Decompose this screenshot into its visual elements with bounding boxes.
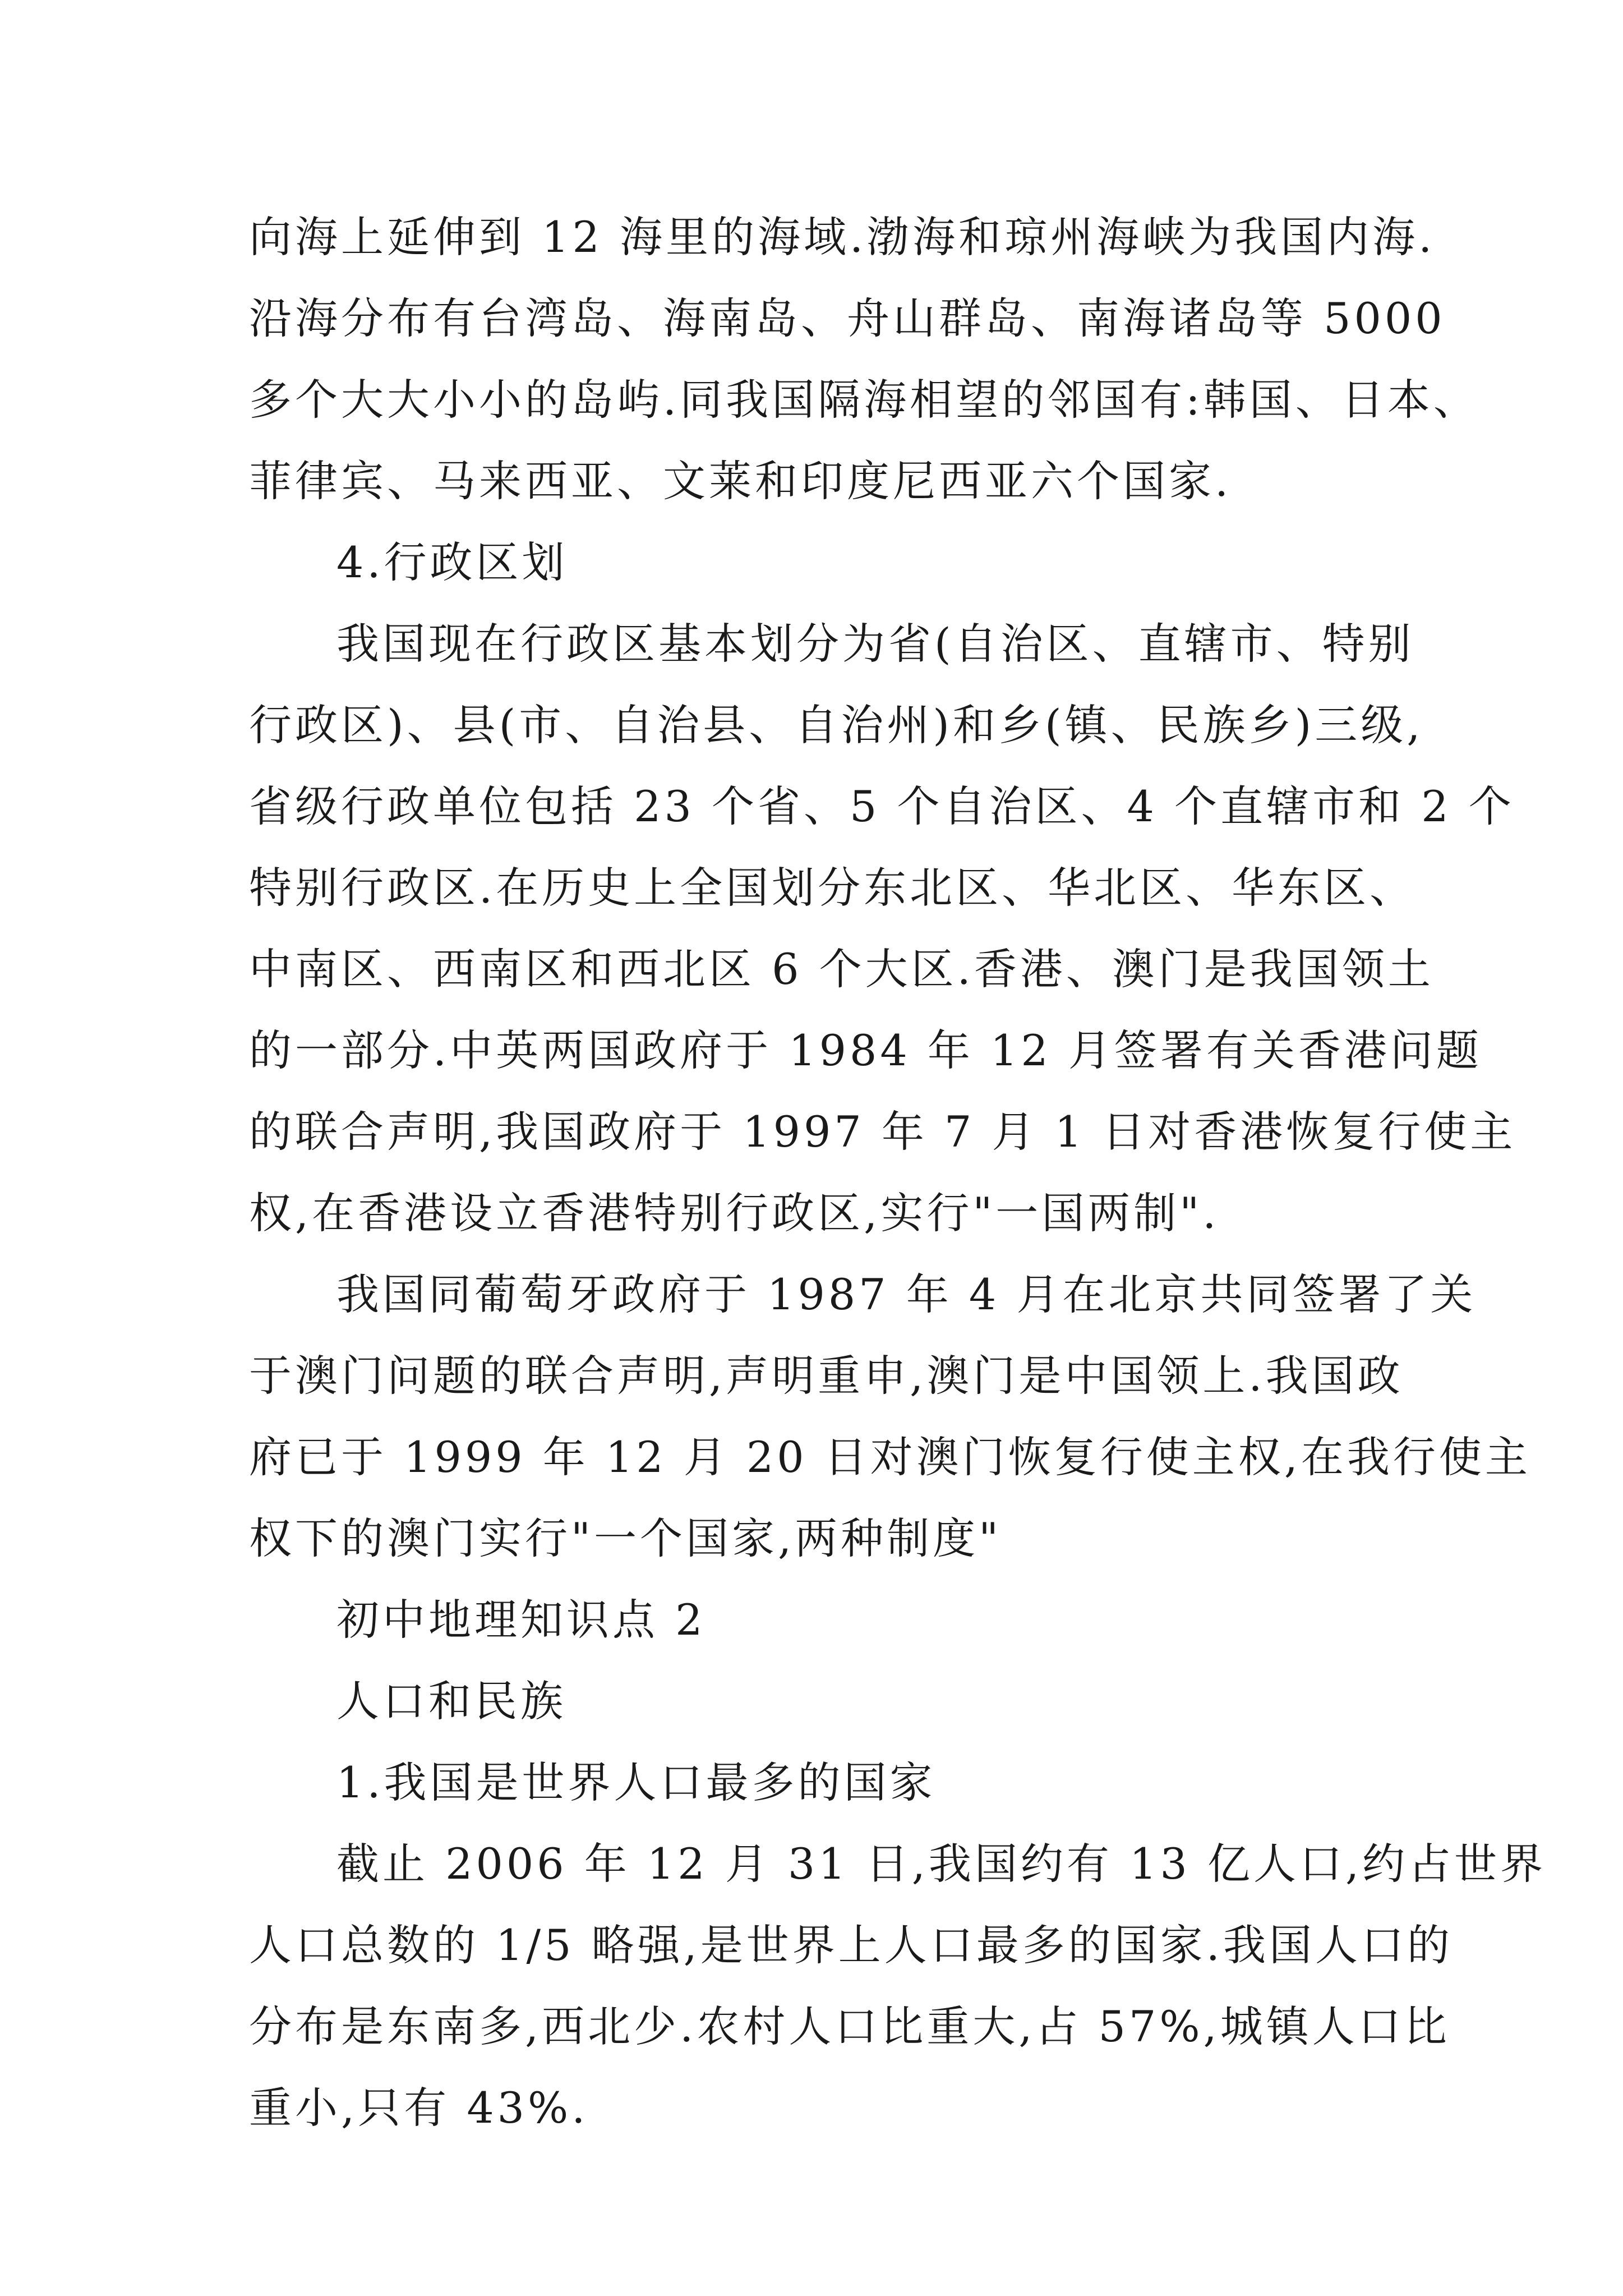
text-line: 我国同葡萄牙政府于 1987 年 4 月在北京共同签署了关 (336, 1269, 1477, 1319)
section-heading-knowledge-point-2: 初中地理知识点 2 (336, 1595, 706, 1645)
text-line: 多个大大小小的岛屿.同我国隔海相望的邻国有:韩国、日本、 (249, 375, 1479, 425)
text-line: 特别行政区.在历史上全国划分东北区、华北区、华东区、 (249, 863, 1416, 913)
section-heading-administrative-divisions: 4.行政区划 (336, 537, 568, 587)
text-line: 菲律宾、马来西亚、文莱和印度尼西亚六个国家. (249, 456, 1232, 506)
text-line: 我国现在行政区基本划分为省(自治区、直辖市、特别 (336, 619, 1414, 669)
section-heading-population-and-ethnicity: 人口和民族 (336, 1676, 566, 1726)
section-heading-largest-population: 1.我国是世界人口最多的国家 (336, 1757, 936, 1807)
text-line: 权下的澳门实行"一个国家,两种制度" (249, 1513, 1002, 1563)
paragraph-macau (249, 1254, 1531, 1579)
document-body (249, 196, 1547, 2148)
text-line: 沿海分布有台湾岛、海南岛、舟山群岛、南海诸岛等 5000 (249, 293, 1446, 343)
text-line: 省级行政单位包括 23 个省、5 个自治区、4 个直辖市和 2 个 (249, 781, 1515, 831)
text-line: 权,在香港设立香港特别行政区,实行"一国两制". (249, 1188, 1220, 1238)
paragraph-population (249, 1823, 1547, 2148)
text-line: 重小,只有 43%. (249, 2083, 589, 2133)
text-line: 的联合声明,我国政府于 1997 年 7 月 1 日对香港恢复行使主 (249, 1107, 1516, 1157)
paragraph-territorial-sea (249, 196, 1479, 522)
text-line: 于澳门问题的联合声明,声明重申,澳门是中国领上.我国政 (249, 1351, 1404, 1401)
text-line: 分布是东南多,西北少.农村人口比重大,占 57%,城镇人口比 (249, 2001, 1450, 2051)
paragraph-administrative-divisions (249, 603, 1516, 1254)
text-line: 人口总数的 1/5 略强,是世界上人口最多的国家.我国人口的 (249, 1920, 1453, 1970)
text-line: 中南区、西南区和西北区 6 个大区.香港、澳门是我国领土 (249, 944, 1434, 994)
text-line: 截止 2006 年 12 月 31 日,我国约有 13 亿人口,约占世界 (336, 1839, 1547, 1889)
text-line: 行政区)、县(市、自治县、自治州)和乡(镇、民族乡)三级, (249, 700, 1424, 750)
text-line: 向海上延伸到 12 海里的海域.渤海和琼州海峡为我国内海. (249, 212, 1436, 262)
text-line: 府已于 1999 年 12 月 20 日对澳门恢复行使主权,在我行使主 (249, 1432, 1531, 1482)
text-line: 的一部分.中英两国政府于 1984 年 12 月签署有关香港问题 (249, 1025, 1482, 1075)
